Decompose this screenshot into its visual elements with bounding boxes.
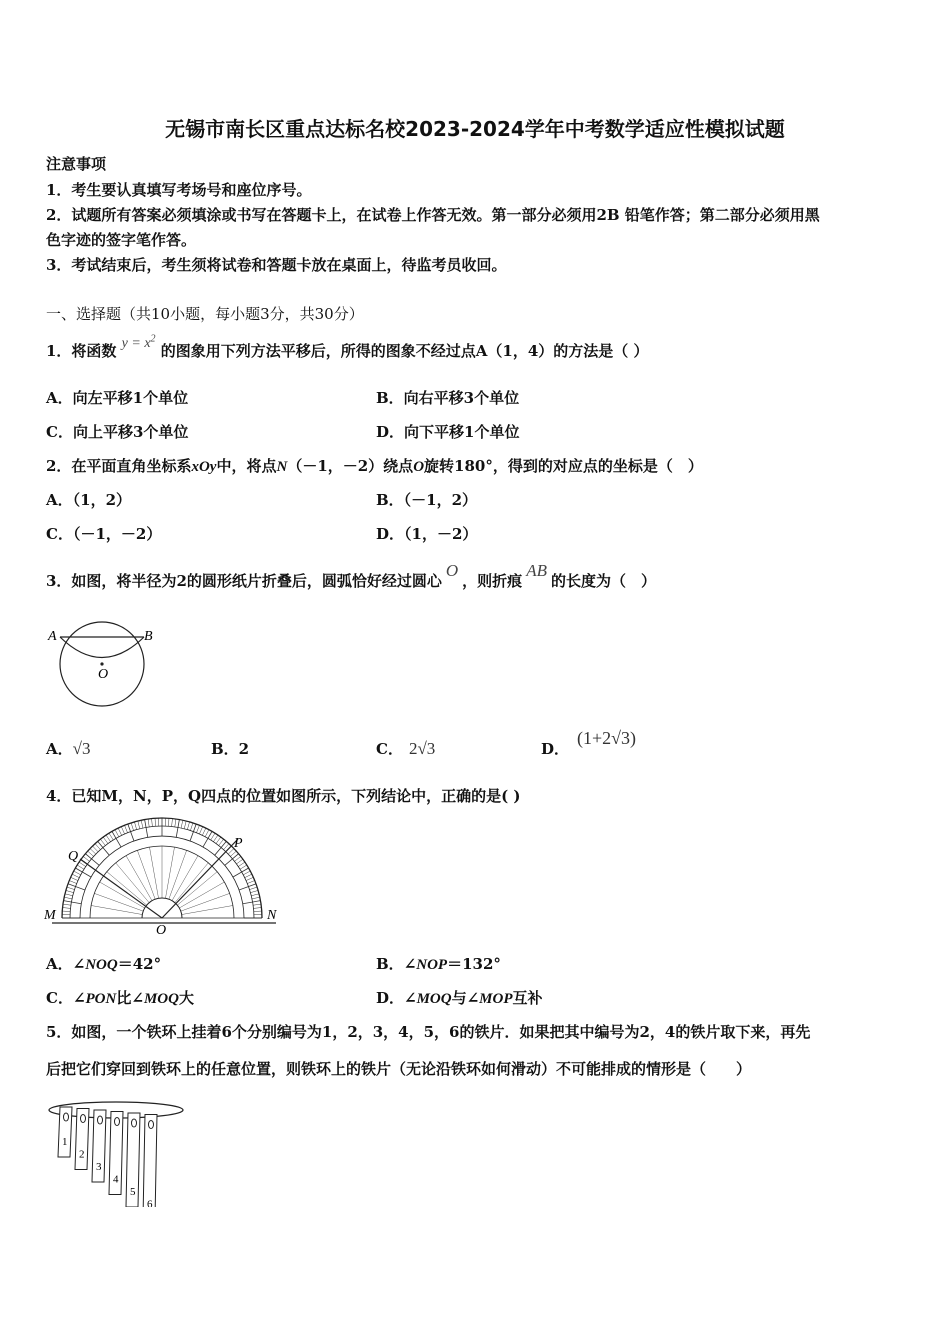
q1-formula <box>121 333 156 351</box>
q3-option-a-value: √3 <box>72 739 91 758</box>
notes-item-3: 3．考试结束后，考生须将试卷和答题卡放在桌面上，待监考员收回。 <box>46 256 507 274</box>
protractor-tick <box>252 897 260 899</box>
protractor-tick <box>112 831 121 847</box>
protractor-spoke <box>182 905 233 914</box>
q3-circle-figure <box>46 620 166 712</box>
q4-option-d-tail: 互补 <box>512 989 543 1007</box>
q3-var-ab: AB <box>526 561 547 580</box>
q5-plate-number: 6 <box>147 1198 153 1207</box>
protractor-tick <box>245 874 252 878</box>
q2-option-d[interactable]: D．（1，－2） <box>376 525 478 543</box>
q4-option-c-tail: 大 <box>178 989 194 1007</box>
q2-var-n: N <box>276 459 288 475</box>
q5-plate-number: 4 <box>113 1173 119 1186</box>
q4-option-d-angle-2: ∠MOP <box>466 991 513 1007</box>
protractor-tick <box>168 818 169 826</box>
q2-text-3: （－1，－2）绕点 <box>287 457 414 475</box>
protractor-spoke <box>100 882 145 908</box>
protractor-tick <box>251 894 259 896</box>
q3-text-2: ，则折痕 <box>462 572 523 590</box>
q5-plate-number: 2 <box>79 1148 85 1161</box>
q2-text-2: 中，将点 <box>216 457 277 475</box>
q2-option-b[interactable]: B．（－1，2） <box>376 491 478 509</box>
protractor-tick <box>243 871 250 875</box>
q4-label-q: Q <box>68 849 79 864</box>
notes-item-1: 1．考生要认真填写考场号和座位序号。 <box>46 181 312 199</box>
protractor-tick <box>152 819 153 827</box>
q5-plates <box>58 1107 157 1207</box>
protractor-tick <box>74 871 81 875</box>
protractor-tick <box>106 835 110 842</box>
protractor-tick <box>115 830 119 837</box>
protractor-tick <box>131 823 133 831</box>
protractor-tick <box>253 904 261 905</box>
protractor-tick <box>125 825 128 832</box>
protractor-tick <box>67 887 75 889</box>
protractor-tick <box>93 846 99 852</box>
q3-option-b[interactable]: B．2 <box>211 740 250 758</box>
protractor-tick <box>145 820 148 838</box>
q1-stem <box>46 333 649 361</box>
protractor-tick <box>75 868 91 877</box>
q1-formula-base: y = x <box>121 336 151 351</box>
protractor-tick <box>181 820 183 828</box>
q4-option-d-label: D． <box>376 989 405 1007</box>
q3-option-c-value: 2√3 <box>408 739 436 758</box>
protractor-tick <box>90 849 96 855</box>
protractor-spoke <box>179 882 224 908</box>
q2-text-1: 2．在平面直角坐标系 <box>46 457 192 475</box>
protractor-tick <box>148 819 149 827</box>
protractor-tick <box>138 821 140 829</box>
q3-option-a[interactable] <box>46 738 90 759</box>
protractor-spoke <box>165 847 174 898</box>
protractor-tick <box>250 890 258 892</box>
protractor-tick <box>88 851 94 856</box>
q4-option-a-value: ＝42° <box>117 955 162 973</box>
q3-option-c-label: C． <box>376 740 403 758</box>
q4-label-n: N <box>267 908 277 923</box>
protractor-tick <box>203 831 212 847</box>
q4-label-m: M <box>44 908 56 923</box>
q3-option-d-label: D． <box>541 740 570 758</box>
q3-option-a-label: A． <box>46 740 73 758</box>
q1-option-d[interactable]: D．向下平移1个单位 <box>376 423 520 441</box>
q4-option-b[interactable] <box>376 953 501 974</box>
protractor-tick <box>199 827 202 834</box>
q3-var-o: O <box>445 561 459 580</box>
q4-protractor-figure <box>44 815 284 940</box>
protractor-tick <box>77 865 84 869</box>
protractor-tick <box>213 835 217 842</box>
q3-label-b: B <box>144 629 153 644</box>
protractor-tick <box>83 856 89 861</box>
protractor-tick <box>103 837 108 843</box>
protractor-tick <box>109 833 113 840</box>
q2-var-xoy: xOy <box>191 459 217 475</box>
q4-stem: 4．已知M，N，P，Q四点的位置如图所示，下列结论中，正确的是( ) <box>46 787 521 805</box>
q4-option-d-angle-1: ∠MOQ <box>404 991 452 1007</box>
protractor-tick <box>176 820 179 838</box>
q3-text-3: 的长度为（ ） <box>550 572 656 590</box>
protractor-tick <box>66 890 74 892</box>
q3-folded-arc <box>60 637 144 658</box>
protractor-tick <box>233 868 249 877</box>
q1-option-b[interactable]: B．向右平移3个单位 <box>376 389 520 407</box>
protractor-tick <box>247 881 254 884</box>
protractor-tick <box>71 877 78 880</box>
protractor-tick <box>238 862 245 866</box>
protractor-tick <box>187 822 189 830</box>
q4-option-d-mid: 与 <box>451 989 467 1007</box>
protractor-tick <box>236 859 242 864</box>
q2-option-a[interactable]: A．（1，2） <box>46 491 132 509</box>
q4-option-a[interactable] <box>46 953 161 974</box>
q4-ray-oq <box>80 859 162 918</box>
q3-option-d[interactable] <box>541 728 637 759</box>
q5-ring-figure <box>46 1095 191 1207</box>
q4-ray-op <box>162 839 238 918</box>
q3-label-a: A <box>48 629 57 644</box>
protractor-spoke <box>126 856 152 901</box>
protractor-tick <box>141 820 143 828</box>
q4-option-b-value: ＝132° <box>447 955 501 973</box>
page-title: 无锡市南长区重点达标名校2023-2024学年中考数学适应性模拟试题 <box>165 117 785 141</box>
q1-option-c[interactable]: C．向上平移3个单位 <box>46 423 189 441</box>
protractor-tick <box>95 844 100 850</box>
protractor-tick <box>219 839 224 845</box>
q3-label-o: O <box>98 667 109 682</box>
protractor-tick <box>249 887 257 889</box>
protractor-tick <box>205 830 209 837</box>
q4-option-c-mid: 比 <box>116 989 132 1007</box>
q1-text-pre: 1．将函数 <box>46 342 117 360</box>
q4-option-a-angle: ∠NOQ <box>72 957 118 973</box>
q1-formula-exp: 2 <box>150 333 156 345</box>
protractor-tick <box>134 822 136 830</box>
protractor-tick <box>246 877 253 880</box>
q2-option-c[interactable]: C．（－1，－2） <box>46 525 162 543</box>
q3-option-d-value: (1+2√3) <box>577 728 637 748</box>
protractor-spoke <box>149 847 158 898</box>
q4-label-p: P <box>234 836 243 851</box>
q2-stem <box>46 455 703 476</box>
q1-text-post: 的图象用下列方法平移后，所得的图象不经过点A（1，4）的方法是（ ） <box>160 342 649 360</box>
q3-text-1: 3．如图，将半径为2的圆形纸片折叠后，圆弧恰好经过圆心 <box>46 572 442 590</box>
q4-option-b-angle: ∠NOP <box>403 957 448 973</box>
protractor-tick <box>190 823 192 831</box>
q5-stem-line-2: 后把它们穿回到铁环上的任意位置，则铁环上的铁片（无论沿铁环如何滑动）不可能排成的情形是（ ） <box>46 1060 752 1078</box>
protractor-tick <box>63 908 71 909</box>
protractor-tick <box>63 904 71 905</box>
q3-stem <box>46 561 656 591</box>
q4-option-d[interactable] <box>376 987 543 1008</box>
protractor-tick <box>64 901 82 904</box>
q2-var-o: O <box>413 459 425 475</box>
notes-heading: 注意事项 <box>46 155 107 173</box>
protractor-tick <box>234 856 240 861</box>
q1-option-a[interactable]: A．向左平移1个单位 <box>46 389 189 407</box>
protractor-tick <box>196 825 199 832</box>
q5-plate-number: 1 <box>62 1136 68 1148</box>
protractor-spoke <box>91 905 142 914</box>
q5-stem-line-1: 5．如图，一个铁环上挂着6个分别编号为1，2，3，4，5，6的铁片．如果把其中编号为2，4的铁片取下来，再先 <box>46 1023 811 1041</box>
protractor-tick <box>216 837 221 843</box>
protractor-tick <box>69 881 76 884</box>
protractor-tick <box>118 828 122 835</box>
protractor-tick <box>100 839 105 845</box>
protractor-tick <box>65 894 73 896</box>
protractor-tick <box>64 897 72 899</box>
protractor-tick <box>243 901 261 904</box>
protractor-tick <box>72 874 79 878</box>
protractor-tick <box>211 833 215 840</box>
notes-item-2: 2．试题所有答案必须填涂或书写在答题卡上，在试卷上作答无效。第一部分必须用2B 铅笔作答；第二部分必须用黑 <box>46 206 820 224</box>
protractor-tick <box>184 821 186 829</box>
q5-plate-number: 3 <box>96 1161 102 1173</box>
protractor-tick <box>230 851 236 856</box>
protractor-tick <box>253 908 261 909</box>
notes-item-2-cont: 色字迹的签字笔作答。 <box>46 231 197 249</box>
q3-option-c[interactable] <box>376 738 435 759</box>
protractor-tick <box>254 911 262 912</box>
protractor-tick <box>155 818 156 826</box>
q4-label-o: O <box>156 923 167 938</box>
q5-plate <box>58 1107 72 1157</box>
protractor-tick <box>172 819 173 827</box>
protractor-tick <box>62 911 70 912</box>
q4-option-c-angle-2: ∠MOQ <box>131 991 179 1007</box>
q4-option-c-label: C． <box>46 989 73 1007</box>
section-heading: 一、选择题（共10小题，每小题3分，共30分） <box>46 305 364 323</box>
protractor-tick <box>202 828 206 835</box>
q2-text-4: 旋转180°，得到的对应点的坐标是（ ） <box>424 457 703 475</box>
q5-plate-number: 5 <box>130 1186 136 1198</box>
protractor-tick <box>240 865 247 869</box>
q4-option-a-label: A． <box>46 955 73 973</box>
protractor-tick <box>175 819 176 827</box>
q3-center-dot <box>100 662 103 665</box>
protractor-tick <box>121 827 124 834</box>
q4-option-b-label: B． <box>376 955 404 973</box>
q4-option-c[interactable] <box>46 987 194 1008</box>
q4-option-c-angle-1: ∠PON <box>72 991 117 1007</box>
